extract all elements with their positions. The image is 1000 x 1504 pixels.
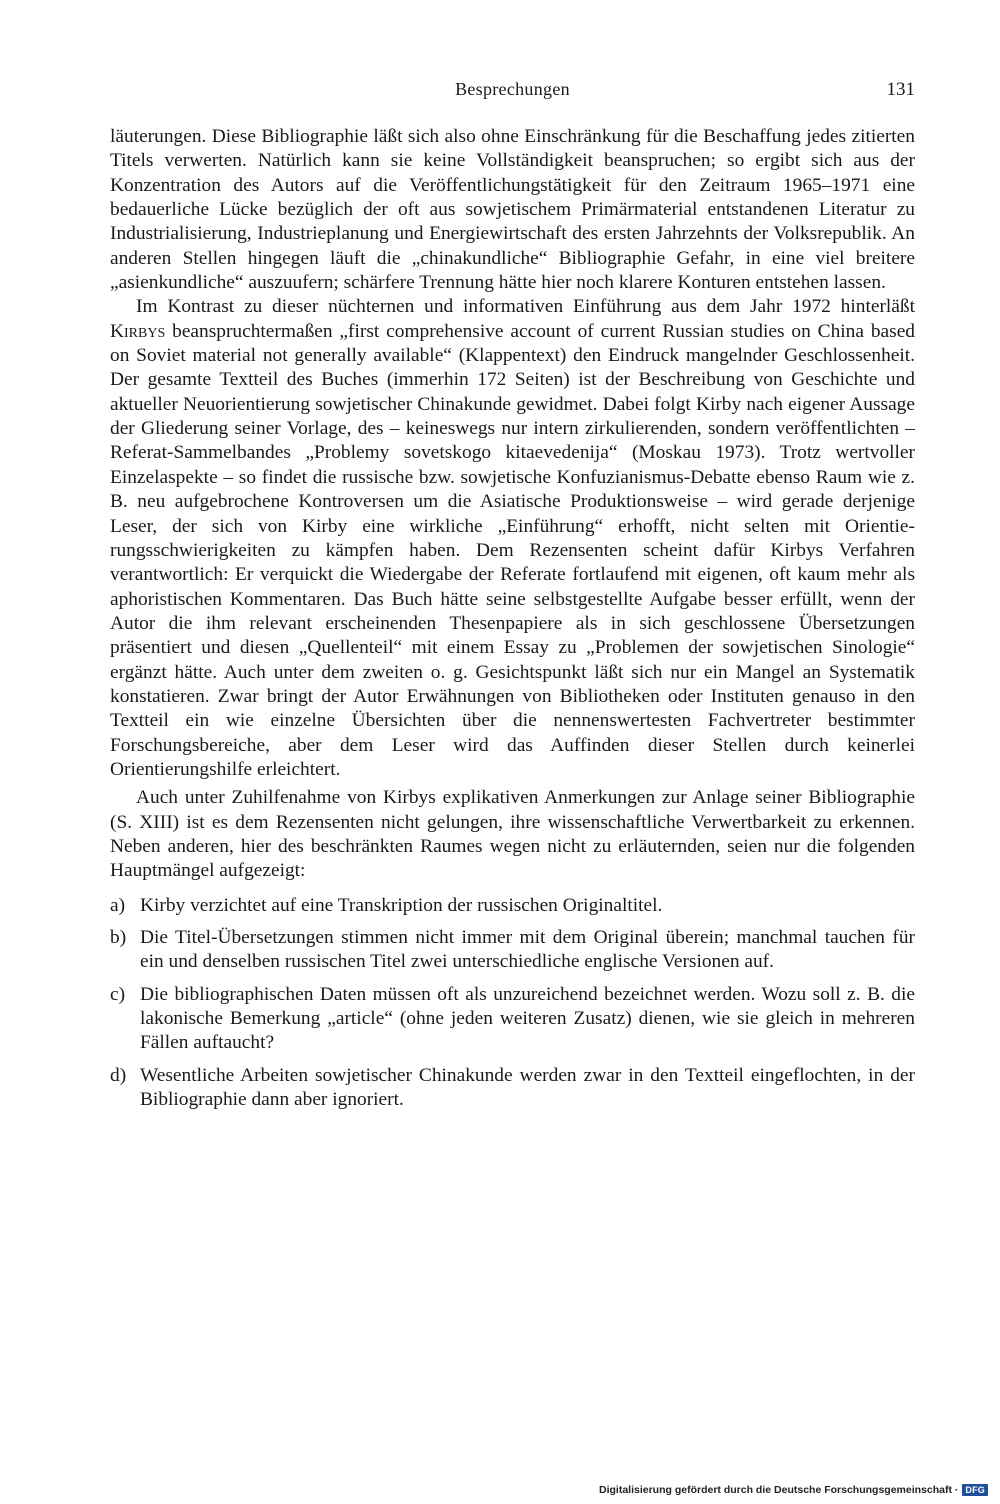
paragraph-2-part-a: Im Kontrast zu dieser nüchternen und informativen Einführung aus dem Jahr 1972 hinterläßt [136,296,915,318]
deficiency-list [110,894,915,1113]
paragraph-3: Auch unter Zuhilfenahme von Kirbys explikativen Anmerkungen zur Anlage seiner Bibliographie (S. XIII) ist es dem Rezensenten nicht gelungen, ihre wissenschaftliche Verwertbarkeit zu erkennen. Neben anderen, hier des beschränkten Raumes wegen nicht zu erläuternden, seien nur die folgenden Hauptmängel aufgezeigt: [110,787,915,882]
list-text: Wesentliche Arbeiten sowjetischer Chinakunde werden zwar in den Textteil eingeflochten, in der Bibliographie dann aber ignoriert. [140,1064,915,1111]
running-title: Besprechungen [455,79,570,99]
list-label: a) [110,894,126,916]
list-text: Kirby verzichtet auf eine Transkription der russischen Originaltitel. [140,894,663,916]
body-text [110,125,915,1120]
author-name-smallcaps: Kirbys [110,320,166,342]
list-label: b) [110,927,127,948]
page-number: 131 [886,79,915,100]
list-item [110,1064,915,1113]
list-label: c) [110,983,126,1005]
digitization-credit [599,1484,988,1496]
list-item [110,926,915,975]
list-item [110,894,915,918]
paragraph-2 [110,295,915,782]
list-text: Die Titel-Übersetzungen stimmen nicht immer mit dem Original überein; manchmal tauchen für ein und denselben russischen Titel zwei unterschiedliche englische Versionen auf. [140,927,915,973]
paragraph-1: läuterungen. Diese Bibliographie läßt sich also ohne Einschränkung für die Beschaffung jedes zitierten Titels verwerten. Natürlich kann sie keine Vollständigkeit beanspruchen; so ergibt sich aus der Konzentration des Autors auf die Veröffentlichungstätigkeit für den Zeitraum 1965–1971 eine bedauerliche Lücke bezüglich der oft aus sowjetischem Primärmaterial entstandenen Literatur zu Industrialisierung, Industrieplanung und Energiewirtschaft des ersten Jahrzehnts der Volksrepublik. An anderen Stellen hingegen läuft die „chinakundliche“ Bibliographie Gefahr, in eine viel breitere „asienkundliche“ auszuufern; schärfere Trennung hätte hier noch klarere Konturen entstehen lassen. [110,126,915,294]
list-label: d) [110,1064,127,1086]
dfg-logo-icon: DFG [962,1484,988,1496]
paragraph-2-part-b: beanspruchtermaßen „first comprehensive account of current Russian studies on China based on Soviet material not generally available“ (Klappentext) den Eindruck mangelnder Geschlossenheit. Der gesamte Textteil des Buches (immerhin 172 Seiten) ist der Beschreibung von Geschichte und aktueller Neuorientierung sowjetischer Chinakunde gewidmet. Dabei folgt Kirby nach eigener Aussage der Gliederung seiner Vorlage, des – keineswegs nur intern zirkulierenden, sondern veröffentlichten – Referat-Sammelbandes „Problemy sovetskogo kitaevedenija“ (Moskau 1973). Trotz wertvoller Einzelaspekte – so findet die russische bzw. sowjetische Konfuzianismus-Debatte ebenso Raum wie z. B. neu aufgebrochene Kontroversen um die Asiatische Produktionsweise – wird gerade derjenige Leser, der sich von Kirby eine wirkliche „Einführung“ erhofft, nicht selten mit Orientierungsschwierigkeiten zu kämpfen haben. Dem Rezensenten scheint dafür Kirbys Verfahren verantwortlich: Er verquickt die Wiedergabe der Referate fortlaufend mit eigenen, oft kaum mehr als aphoristischen Kommentaren. Das Buch hätte seine selbstgestellte Aufgabe besser erfüllt, wenn der Autor die ihm relevant erscheinenden Thesenpapiere als in sich geschlossene Übersetzungen präsentiert und diesen „Quellenteil“ mit einem Essay zu „Problemen der sowjetischen Sinologie“ ergänzt hätte. Auch unter dem zweiten o. g. Gesichtspunkt läßt sich nur ein Mangel an Systematik konstatieren. Zwar bringt der Autor Erwähnungen von Bibliotheken oder Instituten genauso in den Textteil ein wie einzelne Übersichten über die nennenswertesten Fachvertreter bestimmter Forschungsbereiche, aber dem Leser wird das Auffinden dieser Stellen durch keinerlei Orientierungshilfe erleichtert. [110,320,915,780]
list-text: Die bibliographischen Daten müssen oft als unzureichend bezeichnet werden. Wozu soll z. B. die lakonische Bemerkung „article“ (ohne jeden weiteren Zusatz) dienen, wie sie gleich in mehreren Fällen auftaucht? [140,983,915,1054]
list-item [110,983,915,1056]
credit-text: Digitalisierung gefördert durch die Deutsche Forschungsgemeinschaft · [599,1484,959,1496]
page-header [110,79,915,105]
